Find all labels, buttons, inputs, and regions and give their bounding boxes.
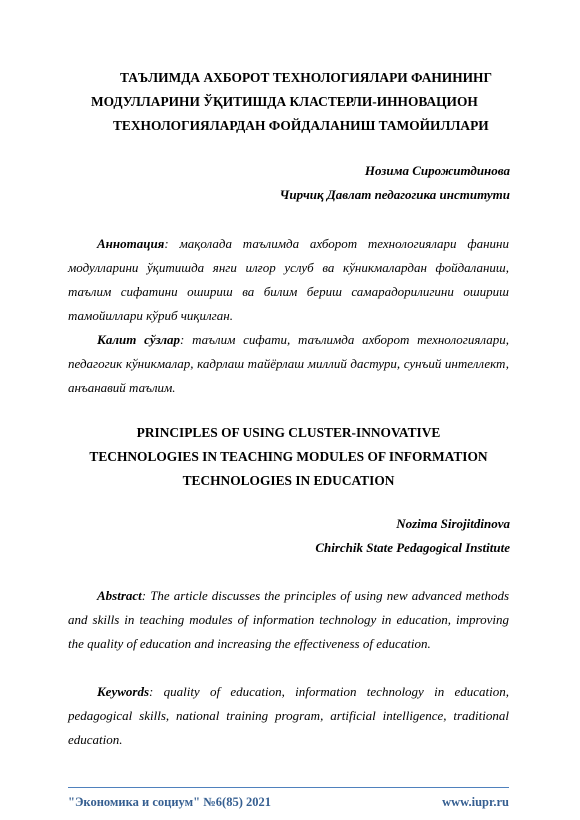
uz-author: Нозима Сирожитдинова [364, 163, 510, 178]
en-title [68, 421, 509, 493]
en-title-line: TECHNOLOGIES IN EDUCATION [182, 473, 395, 488]
en-title-line: TECHNOLOGIES IN TEACHING MODULES OF INFORMATION [89, 449, 488, 464]
footer-divider [68, 787, 509, 788]
en-keywords [68, 680, 509, 752]
uz-annotation [68, 232, 509, 328]
uz-keywords [68, 328, 509, 400]
uz-title-line: ТЕХНОЛОГИЯЛАРДАН ФОЙДАЛАНИШ ТАМОЙИЛЛАРИ [113, 118, 489, 133]
uz-keywords-text: : таълим сифати, таълимда ахборот технологиялари, педагогик кўникмалар, кадрлаш тайёрлаш миллий дастури, сунъий интеллект, анъанавий таълим. [68, 332, 509, 395]
footer-website-link[interactable]: www.iupr.ru [442, 795, 509, 809]
en-abstract-text: : The article discusses the principles of using new advanced methods and skills in teaching modules of information technology in education, improving the quality of education and increasing the effectiveness of education. [68, 588, 509, 651]
en-title-line: PRINCIPLES OF USING CLUSTER-INNOVATIVE [136, 425, 441, 440]
uz-title-line: МОДУЛЛАРИНИ ЎҚИТИШДА КЛАСТЕРЛИ-ИННОВАЦИОН [91, 94, 478, 109]
uz-keywords-label: Калит сўзлар [97, 332, 181, 347]
en-abstract-label: Abstract [97, 588, 142, 603]
en-keywords-text: : quality of education, information technology in education, pedagogical skills, national training program, artificial intelligence, traditional education. [68, 684, 509, 747]
en-author: Nozima Sirojitdinova [396, 516, 510, 531]
footer-journal: "Экономика и социум" №6(85) 2021 [68, 795, 271, 809]
uz-institution: Чирчиқ Давлат педагогика институти [279, 187, 510, 202]
uz-title-line: ТАЪЛИМДА АХБОРОТ ТЕХНОЛОГИЯЛАРИ ФАНИНИНГ [120, 70, 492, 85]
en-abstract [68, 584, 509, 656]
en-keywords-label: Keywords [97, 684, 149, 699]
en-institution: Chirchik State Pedagogical Institute [315, 540, 510, 555]
uz-annotation-text: : мақолада таълимда ахборот технологиялари фанини модулларини ўқитишда янги илғор услуб ва кўникмалардан фойдаланиш, таълим сифатини ошириш ва билим бериш самарадорилигини ошириш тамойиллари кўриб чиқилган. [68, 236, 509, 323]
uz-title [60, 66, 560, 138]
uz-annotation-label: Аннотация [97, 236, 165, 251]
